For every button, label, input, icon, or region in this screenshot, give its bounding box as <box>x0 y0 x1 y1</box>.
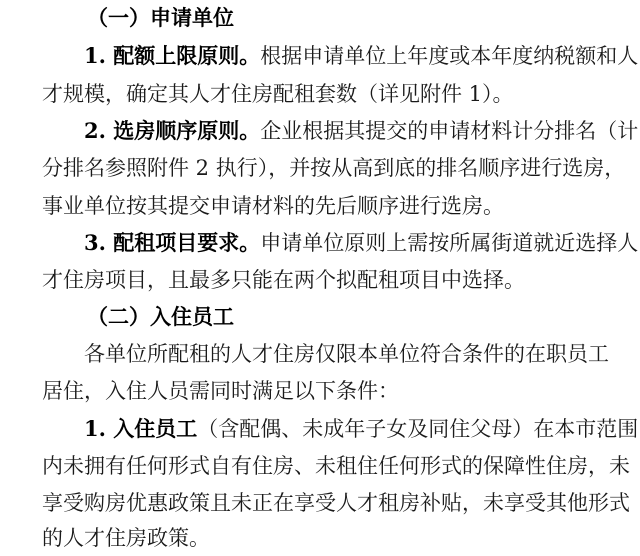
paragraph-resident-line-2 <box>42 448 640 484</box>
paragraph-intro-line-1 <box>84 336 640 372</box>
paragraph-intro-line-2 <box>42 373 640 409</box>
paragraph-resident-line-1 <box>84 411 640 447</box>
item-text: 的人才住房政策。 <box>42 526 210 550</box>
paragraph-project-line-2 <box>42 262 640 298</box>
item-text: 才规模，确定其人才住房配租套数（详见附件 1）。 <box>42 82 514 106</box>
item-title: 2. 选房顺序原则。 <box>84 118 261 143</box>
section-heading-residents <box>87 299 640 335</box>
section-heading-text: （二）入住员工 <box>87 304 234 329</box>
item-title: 1. 配额上限原则。 <box>84 43 261 68</box>
item-title: 1. 入住员工 <box>84 416 198 441</box>
paragraph-selection-line-2 <box>42 150 640 186</box>
item-text: 才住房项目，且最多只能在两个拟配租项目中选择。 <box>42 268 525 292</box>
paragraph-quota-line-2 <box>42 76 640 112</box>
section-heading-applicant <box>87 0 640 36</box>
paragraph-selection-line-1 <box>84 113 640 149</box>
item-text: 企业根据其提交的申请材料计分排名（计 <box>260 119 639 143</box>
item-text: （含配偶、未成年子女及同住父母）在本市范围 <box>197 417 639 441</box>
paragraph-resident-line-4 <box>42 520 640 556</box>
item-text: 享受购房优惠政策且未正在享受人才租房补贴，未享受其他形式 <box>42 491 630 515</box>
section-heading-text: （一）申请单位 <box>87 5 234 30</box>
intro-text: 各单位所配租的人才住房仅限本单位符合条件的在职员工 <box>84 342 609 366</box>
intro-text: 居住，入住人员需同时满足以下条件： <box>42 379 399 403</box>
item-text: 申请单位原则上需按所属街道就近选择人 <box>260 231 639 255</box>
paragraph-quota-line-1 <box>84 38 640 74</box>
item-title: 3. 配租项目要求。 <box>84 230 261 255</box>
paragraph-resident-line-3 <box>42 485 640 521</box>
paragraph-project-line-1 <box>84 225 640 261</box>
item-text: 分排名参照附件 2 执行），并按从高到底的排名顺序进行选房， <box>42 156 626 180</box>
paragraph-selection-line-3 <box>42 188 640 224</box>
item-text: 事业单位按其提交申请材料的先后顺序进行选房。 <box>42 194 504 218</box>
item-text: 根据申请单位上年度或本年度纳税额和人 <box>260 44 639 68</box>
item-text: 内未拥有任何形式自有住房、未租住任何形式的保障性住房，未 <box>42 454 630 478</box>
